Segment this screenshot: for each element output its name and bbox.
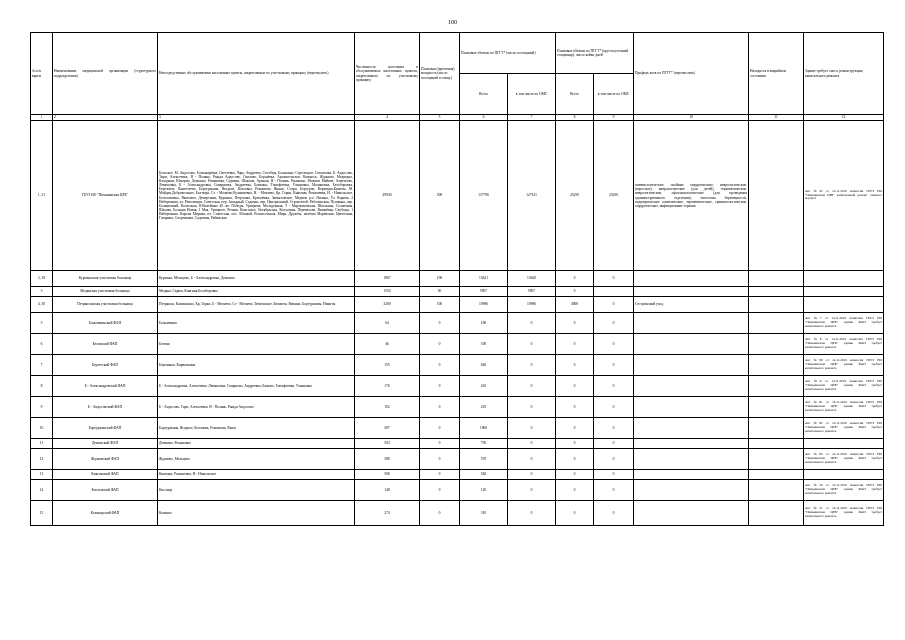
cell-b-oms: 0 (594, 470, 634, 480)
table-row (31, 355, 884, 376)
cell-cap: 0 (420, 418, 460, 439)
cell-b-all: 0 (556, 397, 594, 418)
cell-v-all: 100 (460, 334, 508, 355)
cell-repair: Акт №8 от 14.11.2019 комиссия ГБУЗ НО "Пильнинская ЦРБ" здание ФАП требует капитального ремонта (804, 334, 884, 355)
cell-b-oms: 0 (594, 334, 634, 355)
cell-v-oms: 0 (508, 439, 556, 449)
cell-v-all: 750 (460, 439, 508, 449)
cell-pop: 1554 (355, 287, 420, 297)
subheader-cell: в том числе по ОМС (594, 74, 634, 115)
cell-pop: 46 (355, 334, 420, 355)
col-number: 7 (508, 115, 556, 121)
table-row (31, 287, 884, 297)
cell-b-oms: 0 (594, 480, 634, 501)
cell-b-oms: 0 (594, 397, 634, 418)
cell-profile (634, 271, 749, 287)
cell-repair: Акт №82 от 14.11.2019 комиссия ГБУЗ НО "Пильнинская ЦРБ" здание ФАП требует капитального ремонта (804, 418, 884, 439)
cell-v-all: 540 (460, 470, 508, 480)
cell-profile (634, 480, 749, 501)
cell-b-all: 0 (556, 501, 594, 526)
cell-cap: 0 (420, 449, 460, 470)
cell-v-all: 137796 (460, 121, 508, 271)
cell-v-oms: 0 (508, 313, 556, 334)
cell-cap: 0 (420, 480, 460, 501)
cell-org: Берзетский ФАП (53, 355, 158, 376)
cell-v-all: 5907 (460, 287, 508, 297)
cell-org: Козинорский ФАП (53, 501, 158, 526)
page-number: 100 (448, 20, 457, 26)
cell-cap: 50 (420, 287, 460, 297)
cell-profile (634, 355, 749, 376)
table-row (31, 439, 884, 449)
cell-b-all: 0 (556, 439, 594, 449)
cell-org: Петряксинская участковая больница (53, 297, 158, 313)
cell-settlements: Б - Александровка, Алексеевка, Левашовка, Смирново, Андреевка, Бажово, Тимофеевка, Ульяновка (158, 376, 355, 397)
cell-profile (634, 397, 749, 418)
cell-pop: 508 (355, 470, 420, 480)
col-number: 3 (158, 115, 355, 121)
cell-v-oms: 0 (508, 334, 556, 355)
subheader-cell: Всего (556, 74, 594, 115)
cell-settlements: Демкино, Романовка (158, 439, 355, 449)
cell-cap: 0 (420, 439, 460, 449)
cell-repair (804, 297, 884, 313)
cell-profile (634, 439, 749, 449)
cell-emergency (749, 449, 804, 470)
cell-v-oms: 0 (508, 397, 556, 418)
col-number: 10 (634, 115, 749, 121)
cell-v-all: 310 (460, 501, 508, 526)
cell-b-all: 0 (556, 376, 594, 397)
cell-b-oms: 0 (594, 501, 634, 526)
cell-emergency (749, 470, 804, 480)
cell-v-oms: 127341 (508, 121, 556, 271)
cell-settlements: Медяна, Скрим, Княгиня Белоборовка (158, 287, 355, 297)
cell-pop: 176 (355, 376, 420, 397)
cell-b-all: 0 (556, 418, 594, 439)
subheader-cell: Всего (460, 74, 508, 115)
cell-org: Бортуржанский ФАП (53, 418, 158, 439)
cell-settlements: Княгини, Ромашевка, Н - Никольское (158, 470, 355, 480)
cell-repair (804, 271, 884, 287)
cell-b-oms: 0 (594, 355, 634, 376)
cell-b-all: 4000 (556, 297, 594, 313)
cell-profile (634, 501, 749, 526)
cell-v-oms: 0 (508, 501, 556, 526)
cell-emergency (749, 334, 804, 355)
cell-settlements: Петряксы, Кашинкино, Кр. Горки, Б - Мочаево, Ст - Мочаево, Тюменские, Бешмеш, Ямкино, Бортуржаны, Никиты (158, 297, 355, 313)
col-number: 5 (420, 115, 460, 121)
table-row (31, 313, 884, 334)
cell-b-oms: 0 (594, 271, 634, 287)
cell-repair (804, 287, 884, 297)
cell-cap: 0 (420, 376, 460, 397)
cell-cap: 0 (420, 313, 460, 334)
cell-pop: 29940 (355, 121, 420, 271)
cell-repair: Акт №83 от 14.11.2019 комиссия ГБУЗ НО "Пильнинская ЦРБ" здание ФАП требует капитального ремонта (804, 449, 884, 470)
cell-emergency (749, 376, 804, 397)
cell-v-oms: 13620 (508, 271, 556, 287)
cell-profile (634, 418, 749, 439)
cell-cap: 0 (420, 470, 460, 480)
cell-v-all: 120 (460, 480, 508, 501)
table-row (31, 271, 884, 287)
cell-repair: Акт №9 от 14.11.2019 комиссия ГБУЗ НО "Пильнинская ЦРБ" здание ФАП требует капитального ремонта (804, 376, 884, 397)
cell-org: Княгинский ФАП (53, 470, 158, 480)
cell-v-oms: 0 (508, 418, 556, 439)
cell-v-oms: 0 (508, 376, 556, 397)
cell-pop: 388 (355, 449, 420, 470)
cell-emergency (749, 418, 804, 439)
col-number: 12 (804, 115, 884, 121)
cell-org: Беленский ФАП (53, 334, 158, 355)
cell-org: Деминский ФАП (53, 439, 158, 449)
header-cell: Профиль коек по ПГГТ* (перечислить) (634, 33, 749, 115)
header-cell: Здание требует сноса, реконструкции, капитального ремонта (804, 33, 884, 115)
cell-cap: 0 (420, 334, 460, 355)
header-cell: № п/п карты (31, 33, 53, 115)
header-cell: Численность населения в обслуживаемых населенных пунктах, закрепленного по участковому принципу (355, 33, 420, 115)
header-cell: Непосредственно обслуживаемые населенные пункты, закрепленные по участковому принципу (перечислить) (158, 33, 355, 115)
cell-settlements: Б - Андосово, Гари, Алексеевка, Я - Полянь, Рындя Андосово (158, 397, 355, 418)
cell-b-oms: 0 (594, 313, 634, 334)
cell-profile: пневмологические, гнойные хирургические, неврологические, (взрослые), неврологические (для детей), терапевтические, неврологические, офтальмологические (для проведения административного отделения), патология беременности, педиатрические соматические, терапевтические, травматологические, хирургические, инфекционные терапия (634, 121, 749, 271)
cell-pop: 148 (355, 480, 420, 501)
cell-b-all: 0 (556, 271, 594, 287)
cell-b-all: 0 (556, 449, 594, 470)
col-number: 2 (53, 115, 158, 121)
cell-emergency (749, 271, 804, 287)
cell-settlements: Кислица (158, 480, 355, 501)
cell-v-oms: 0 (508, 470, 556, 480)
cell-b-oms: 0 (594, 439, 634, 449)
cell-cap: 0 (420, 397, 460, 418)
cell-b-all: 0 (556, 470, 594, 480)
cell-b-oms: 0 (594, 376, 634, 397)
cell-repair: Акт №21 от 14.11.2019 комиссия ГБУЗ НО "Пильнинская ЦРБ" здание ФАП требует капитального ремонта (804, 501, 884, 526)
table-row (31, 297, 884, 313)
cell-no: 8 (31, 376, 53, 397)
cell-v-all: 410 (460, 376, 508, 397)
cell-cap: 0 (420, 355, 460, 376)
cell-pop: 192 (355, 397, 420, 418)
cell-repair: Акт №81 от 14.11.2019 комиссия ГБУЗ НО "Пильнинская ЦРБ" здание ФАП требует капитального ремонта (804, 397, 884, 418)
table-row (31, 121, 884, 271)
cell-profile (634, 376, 749, 397)
cell-b-all: 0 (556, 334, 594, 355)
cell-no: 6 (31, 334, 53, 355)
table-row (31, 418, 884, 439)
cell-v-all: 1800 (460, 418, 508, 439)
cell-repair: Акт №45 от 14.11.2019 комиссия ГБУЗ НО "Пильнинская ЦРБ" капитальный ремонт главного корпуса (804, 121, 884, 271)
header-cell: Плановая (проектная) мощность (число посещений в смену) (420, 33, 460, 115)
cell-emergency (749, 355, 804, 376)
table-row (31, 449, 884, 470)
cell-pop: 1867 (355, 271, 420, 287)
table-row (31, 376, 884, 397)
cell-no: 2, 29 (31, 271, 53, 287)
cell-b-all: 0 (556, 287, 594, 297)
cell-v-oms: 10986 (508, 297, 556, 313)
cell-repair (804, 439, 884, 449)
cell-settlements: Бельское, М. Андосово, Бознакарёвка, Светлёвка, Чарь, Андреево, Столбцы, Балыкино, Стрелецкое, Соколовка, Б. Андосово, Тири, Алексеевка, Я - Полянь, Рындя Андосово, Гнилово, Борщёвка, Архангельское, Княжоск, Жданово, Медведно, Казадыки, Юмарты, Демкино, Романовка, Сурваки, Шаяхаы, Арьюяя, Я - Полянь, Рыжкино, Можное Майкев, Алметьево, Левашовка, Б - Александровка, Смирновка, Андреевка, Бовкино, Тимофеевка, Ульяновка, Малиновка, Белоборовка, Березовое, Пантелеево, Бортуржаны, Ягодное, Козловка, Ромашова, Янник, Стари, Бортурчи, Корчиция,Кинеты, М. Майдан,Добровольное, Балтюра, Ст. - Мочаево,Кулишкевка, Н. - Мочаево, Кр. Горки, Княгини, Ромашевка, Н. - Никольское, Белоламовка, Яковлево, Демертыни, Курмыш, Петрашка, Кремлёвка, Завьяловское, Медвеж р.п. Пильна, Ул. Кирова, 2 Набережная, ул. Революции, Советская, пер. Западный, Садовая, пер. Центральный, Строителей, Рабоченская, Пушкина, пер. Больничный, Колхозная, Юбилейные 40 лет Победы, Урицкова, Молодежная, Т - Мартюшевская, Школьная, Солнечная, Шахова, Больная Новая, 1 Мая, Урицкого, Речная, Комсомол, Октябрьская, Колхозная, Перевалова, Вишнёвая, Свободы, 1 Набережная, Кирова Мирная, пл. Советская, пос. Южный, Вознесенская, Мира, Дружбы, нечётна Марёвская, Цветочная, Гагарина, Спортивная, Садовная, Рябинская (158, 121, 355, 271)
cell-b-all: 0 (556, 355, 594, 376)
cell-settlements: Березинка, Кирюшкина (158, 355, 355, 376)
col-number: 9 (594, 115, 634, 121)
cell-org: Бальзаминский ФАП (53, 313, 158, 334)
cell-emergency (749, 313, 804, 334)
cell-v-all: 210 (460, 397, 508, 418)
cell-emergency (749, 397, 804, 418)
cell-no: 13 (31, 470, 53, 480)
cell-cap: 100 (420, 271, 460, 287)
facilities-table (30, 32, 884, 526)
table-row (31, 501, 884, 526)
cell-v-all: 640 (460, 355, 508, 376)
cell-emergency (749, 439, 804, 449)
cell-settlements: Бортуржаны, Ягодное, Козловка, Ромашова, Ямки (158, 418, 355, 439)
cell-no: 9 (31, 397, 53, 418)
cell-settlements: Бальзамино (158, 313, 355, 334)
header-cell: Находится в аварийном состоянии (749, 33, 804, 115)
table-row (31, 480, 884, 501)
table-row (31, 334, 884, 355)
cell-org: Кисленский ФАП (53, 480, 158, 501)
cell-no: 1, 31 (31, 121, 53, 271)
cell-no: 15 (31, 501, 53, 526)
table-body (31, 121, 884, 526)
cell-v-oms: 0 (508, 480, 556, 501)
cell-b-oms: 0 (594, 418, 634, 439)
cell-b-oms: 25250 (594, 121, 634, 271)
cell-org: Медянская участковая больница (53, 287, 158, 297)
cell-pop: 3200 (355, 297, 420, 313)
table-row (31, 397, 884, 418)
cell-profile (634, 449, 749, 470)
cell-no: 5 (31, 313, 53, 334)
cell-repair (804, 470, 884, 480)
cell-no: 14 (31, 480, 53, 501)
cell-emergency (749, 121, 804, 271)
header-cell: Плановые объемы по ПГГТ* (число посещений) (460, 33, 556, 74)
cell-no: 12 (31, 449, 53, 470)
cell-no: 4, 30 (31, 297, 53, 313)
cell-no: 7 (31, 355, 53, 376)
table-row (31, 470, 884, 480)
cell-pop: 274 (355, 501, 420, 526)
cell-b-oms: 0 (594, 449, 634, 470)
cell-emergency (749, 287, 804, 297)
cell-v-oms: 5907 (508, 287, 556, 297)
col-number: 11 (749, 115, 804, 121)
cell-repair: Акт №20 от 14.11.2019 комиссия ГБУЗ НО "Пильнинская ЦРБ" здание ФАП требует капитального ремонта (804, 480, 884, 501)
cell-cap: 0 (420, 501, 460, 526)
cell-pop: 155 (355, 355, 420, 376)
cell-cap: 300 (420, 121, 460, 271)
cell-v-all: 570 (460, 449, 508, 470)
cell-org: Б - Александровский ФАП (53, 376, 158, 397)
cell-v-all: 13621 (460, 271, 508, 287)
cell-no: 11 (31, 439, 53, 449)
table-header (31, 33, 884, 121)
cell-cap: 100 (420, 297, 460, 313)
col-number: 4 (355, 115, 420, 121)
col-number: 1 (31, 115, 53, 121)
cell-profile (634, 470, 749, 480)
cell-v-oms: 0 (508, 355, 556, 376)
cell-b-oms: 0 (594, 297, 634, 313)
cell-emergency (749, 501, 804, 526)
cell-settlements: Козинка (158, 501, 355, 526)
cell-org: Курмышская участковая больница (53, 271, 158, 287)
subheader-cell: в том числе по ОМС (508, 74, 556, 115)
cell-b-oms (594, 287, 634, 297)
cell-b-all: 0 (556, 480, 594, 501)
cell-settlements: Курмыш, Мельцево, Б - Александровка, Демкино (158, 271, 355, 287)
cell-no: 10 (31, 418, 53, 439)
cell-repair: Акт №80 от 14.11.2019 комиссия ГБУЗ НО "Пильнинская ЦРБ" здание ФАП требует капитального ремонта (804, 355, 884, 376)
cell-b-all: 0 (556, 313, 594, 334)
cell-no: 3 (31, 287, 53, 297)
cell-v-all: 10986 (460, 297, 508, 313)
cell-repair: Акт №7 от 14.11.2019 комиссия ГБУЗ НО "Пильнинская ЦРБ" здание ФАП требует капитального ремонта (804, 313, 884, 334)
header-cell: Плановые объемы по ПГГТ* (круглосуточный стационар), число койко-дней (556, 33, 634, 74)
cell-profile (634, 287, 749, 297)
cell-profile (634, 313, 749, 334)
cell-profile (634, 334, 749, 355)
cell-v-oms: 0 (508, 449, 556, 470)
cell-profile: Сестринский уход. (634, 297, 749, 313)
cell-org: Ждановский ФАП (53, 449, 158, 470)
cell-org: ГБУЗ НО "Пильнинская ЦРБ" (53, 121, 158, 271)
cell-v-all: 160 (460, 313, 508, 334)
cell-emergency (749, 480, 804, 501)
cell-pop: 64 (355, 313, 420, 334)
col-number: 8 (556, 115, 594, 121)
cell-settlements: Жданово, Мельцево (158, 449, 355, 470)
cell-pop: 497 (355, 418, 420, 439)
cell-emergency (749, 297, 804, 313)
cell-pop: 504 (355, 439, 420, 449)
header-cell: Наименование медицинской организации (структурного подразделения) (53, 33, 158, 115)
cell-org: Б - Андосовский ФАП (53, 397, 158, 418)
cell-settlements: Беленя (158, 334, 355, 355)
cell-b-all: 25250 (556, 121, 594, 271)
col-number: 6 (460, 115, 508, 121)
